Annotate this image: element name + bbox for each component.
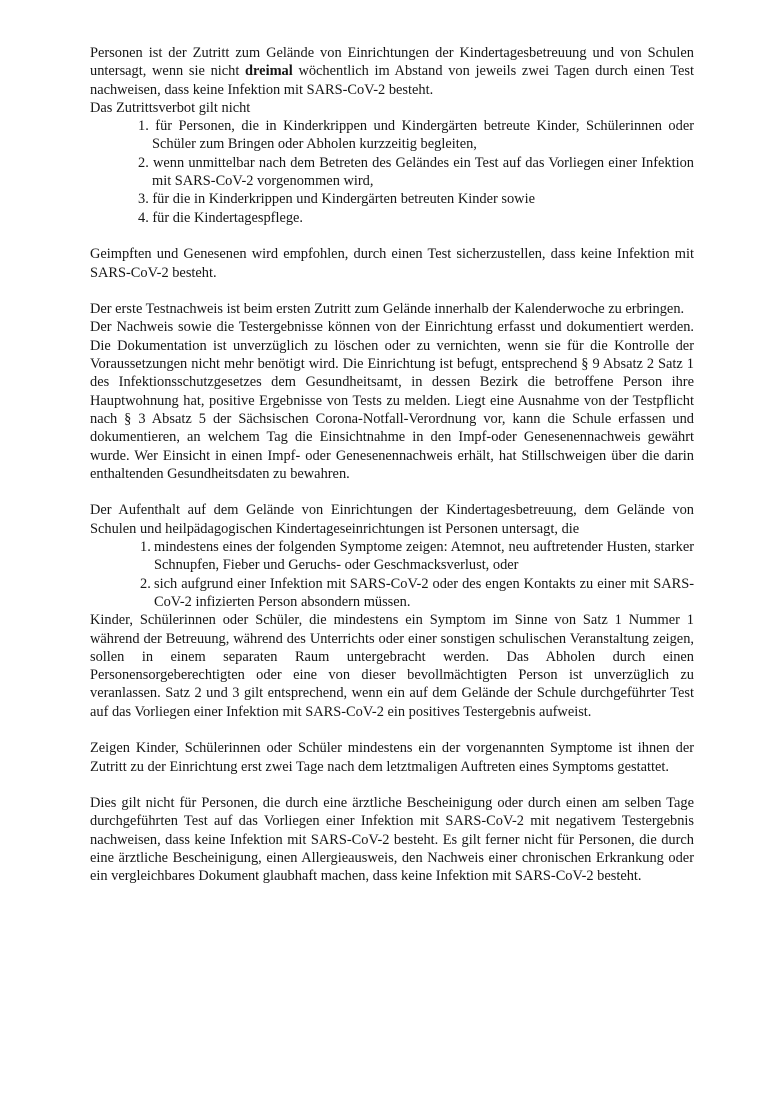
paragraph-spacer [90, 282, 694, 300]
document-page [90, 44, 694, 886]
paragraph-vaccinated-recommendation: Geimpften und Genesenen wird empfohlen, durch einen Test sicherzustellen, dass keine Infektion mit SARS-CoV-2 besteht. [90, 246, 694, 281]
access-rule-emphasis: dreimal [245, 63, 293, 80]
list-item [90, 575, 694, 612]
list-item: 3. für die in Kinderkrippen und Kindergärten betreuten Kinder sowie [138, 191, 535, 208]
list-item-number: 1. [140, 539, 151, 556]
paragraph-spacer [90, 227, 694, 245]
prohibition-list [90, 538, 694, 611]
access-rule-text-after: wöchentlich im Abstand von jeweils zwei Tagen durch einen Test nachweisen, dass keine Infektion mit SARS-CoV-2 besteht. [90, 63, 694, 98]
paragraph-spacer [90, 721, 694, 739]
paragraph-spacer [90, 483, 694, 501]
paragraph-certificate-exception: Dies gilt nicht für Personen, die durch eine ärztliche Bescheinigung oder durch einen am selben Tage durchgeführten Test auf das Vorliegen einer Infektion mit SARS-CoV-2 mit negativem Testergebnis nachweisen, dass keine Infektion mit SARS-CoV-2 besteht. Es gilt ferner nicht für Personen, die durch eine ärztliche Bescheinigung, einen Allergieausweis, den Nachweis einer chronischen Erkrankung oder ein vergleichbares Dokument glaubhaft machen, dass keine Infektion mit SARS-CoV-2 besteht. [90, 795, 694, 885]
paragraph-readmission: Zeigen Kinder, Schülerinnen oder Schüler mindestens ein der vorgenannten Symptome ist ihnen der Zutritt zu der Einrichtung erst zwei Tage nach dem letztmaligen Auftreten eines Symptoms gestattet. [90, 740, 694, 775]
list-item: 4. für die Kindertagespflege. [138, 209, 304, 226]
paragraph-exceptions-intro: Das Zutrittsverbot gilt nicht [90, 99, 251, 116]
access-rule-text-before: Personen ist der Zutritt zum Gelände von Einrichtungen der Kindertagesbetreuung und von Schulen untersagt, wenn sie nicht [90, 45, 694, 80]
paragraph-spacer [90, 776, 694, 794]
list-item-text: sich aufgrund einer Infektion mit SARS-CoV-2 oder des engen Kontakts zu einer mit SARS-CoV-2 infizierten Person absondern müssen. [154, 575, 694, 610]
list-item: 2. wenn unmittelbar nach dem Betreten des Geländes ein Test auf das Vorliegen einer Infektion mit SARS-CoV-2 vorgenommen wird, [138, 154, 694, 190]
list-item [90, 538, 694, 575]
list-item: 1. für Personen, die in Kinderkrippen und Kindergärten betreute Kinder, Schülerinnen oder Schüler zum Bringen oder Abholen kurzzeitig begleiten, [138, 118, 694, 153]
paragraph-first-test: Der erste Testnachweis ist beim ersten Zutritt zum Gelände innerhalb der Kalenderwoche zu erbringen. [90, 301, 685, 318]
list-item-number: 2. [140, 575, 151, 592]
list-item-text: mindestens eines der folgenden Symptome zeigen: Atemnot, neu auftretender Husten, starker Schnupfen, Fieber und Geruchs- oder Geschmacksverlust, oder [154, 539, 694, 574]
paragraph-stay-prohibition-intro: Der Aufenthalt auf dem Gelände von Einrichtungen der Kindertagesbetreuung, dem Gelände von Schulen und heilpädagogischen Kindertageseinrichtungen ist Personen untersagt, die [90, 502, 694, 537]
exceptions-list [90, 117, 694, 227]
paragraph-documentation: Der Nachweis sowie die Testergebnisse können von der Einrichtung erfasst und dokumentiert werden. Die Dokumentation ist unverzüglich zu löschen oder zu vernichten, wenn sie für die Kontrolle der Voraussetzungen nicht mehr benötigt wird. Die Einrichtung ist befugt, entsprechend § 9 Absatz 2 Satz 1 des Infektionsschutzgesetzes dem Gesundheitsamt, in dessen Bezirk die betroffene Person ihre Hauptwohnung hat, positive Ergebnisse von Tests zu melden. Liegt eine Ausnahme von der Testpflicht nach § 3 Absatz 5 der Sächsischen Corona-Notfall-Verordnung vor, kann die Schule erfassen und dokumentieren, an welchem Tag die Einsichtnahme in den Impf-oder Genesenennachweis gewährt wurde. Wer Einsicht in einen Impf- oder Genesenennachweis erhält, hat Stillschweigen über die darin enthaltenden Gesundheitsdaten zu bewahren. [90, 319, 694, 482]
paragraph-symptomatic-children: Kinder, Schülerinnen oder Schüler, die mindestens ein Symptom im Sinne von Satz 1 Nummer 1 während der Betreuung, während des Unterrichts oder einer sonstigen schulischen Veranstaltung zeigen, sollen in einem separaten Raum untergebracht werden. Das Abholen durch einen Personensorgeberechtigten oder eine von dieser bevollmächtigten Person ist unverzüglich zu veranlassen. Satz 2 und 3 gilt entsprechend, wenn ein auf dem Gelände der Schule durchgeführter Test auf das Vorliegen einer Infektion mit SARS-CoV-2 ein positives Testergebnis aufweist. [90, 612, 694, 720]
paragraph-access-rule [90, 44, 694, 99]
